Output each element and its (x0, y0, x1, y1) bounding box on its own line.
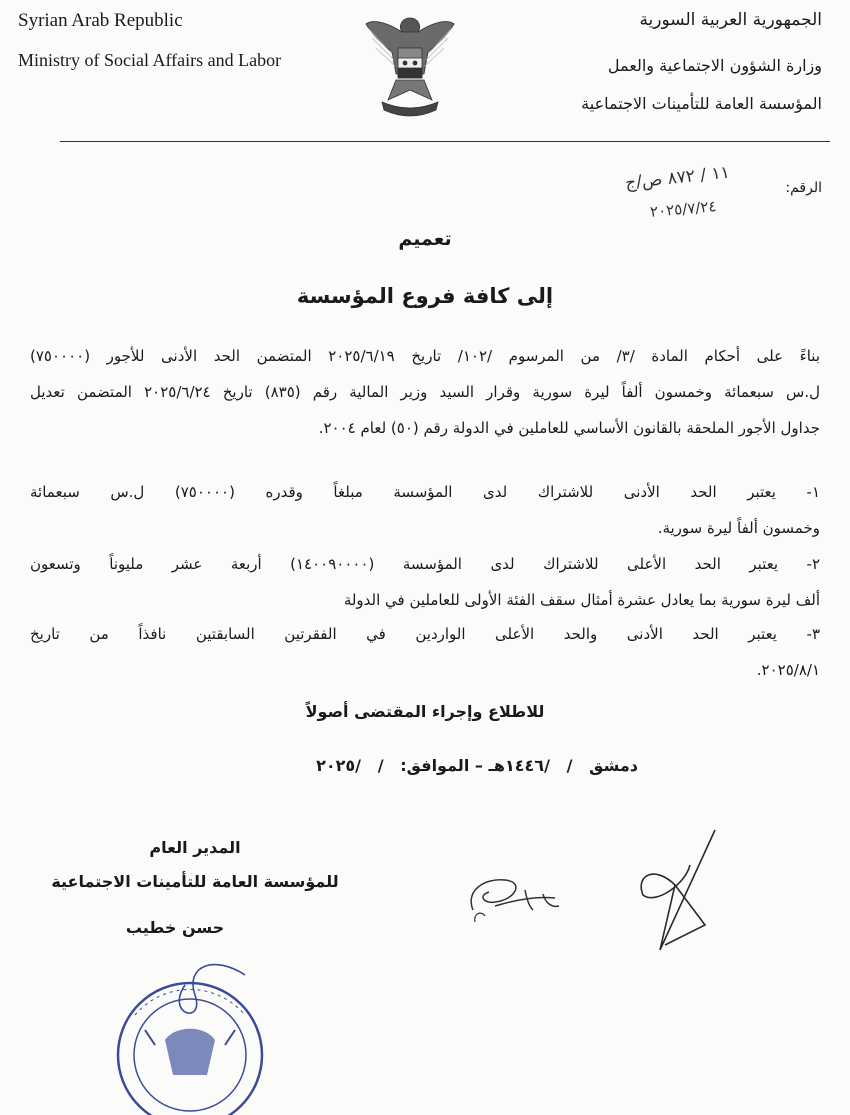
document-title: تعميم (398, 228, 452, 250)
handwritten-initials-icon (615, 825, 735, 960)
item-2 (30, 546, 820, 618)
date-line: دمشق / /١٤٤٦هـ – الموافق: / /٢٠٢٥ (316, 756, 638, 775)
intro-line: ل.س سبعمائة وخمسون ألفاً ليرة سورية وقرار السيد وزير المالية رقم (٨٣٥) تاريخ ٢٠٢٥/٦/٢٤ المتضمن تعديل (30, 383, 821, 401)
reference-label: الرقم: (785, 180, 822, 196)
handwritten-signature-icon (455, 850, 605, 940)
addressee: إلى كافة فروع المؤسسة (296, 284, 554, 308)
item-line: ٣- يعتبر الحد الأدنى والحد الأعلى الواردين في الفقرتين السابقتين نافذاً من تاريخ (30, 625, 820, 643)
reference-date-handwritten: ٢٠٢٥/٧/٢٤ (649, 197, 718, 221)
signatory-name: حسن خطيب (125, 918, 225, 937)
item-line: وخمسون ألفاً ليرة سورية. (657, 519, 820, 537)
header-divider (60, 141, 830, 142)
header-institution-ar: المؤسسة العامة للتأمينات الاجتماعية (581, 94, 822, 113)
header-country-en: Syrian Arab Republic (18, 10, 183, 31)
intro-line: جداول الأجور الملحقة بالقانون الأساسي للعاملين في الدولة رقم (٥٠) لعام ٢٠٠٤. (318, 419, 820, 437)
item-line: ٢- يعتبر الحد الأعلى للاشتراك لدى المؤسسة (١٤٠٠٩٠٠٠٠) أربعة عشر مليوناً وتسعون (30, 555, 821, 573)
item-line: ألف ليرة سورية بما يعادل عشرة أمثال سقف الفئة الأولى للعاملين في الدولة (343, 591, 820, 609)
reference-number-handwritten: ١١ / ٨٧٢ ص/ج (624, 162, 731, 194)
intro-line: بناءً على أحكام المادة /٣/ من المرسوم /١٠٢/ تاريخ ٢٠٢٥/٦/١٩ المتضمن الحد الأدنى للأجور (٧٥٠٠٠٠) (30, 347, 820, 365)
signatory-institution: للمؤسسة العامة للتأمينات الاجتماعية (51, 872, 339, 891)
header-ministry-ar: وزارة الشؤون الاجتماعية والعمل (607, 56, 822, 75)
signatory-title: المدير العام (149, 838, 241, 857)
intro-paragraph (30, 338, 820, 446)
syrian-eagle-emblem-icon (362, 4, 458, 124)
header-ministry-en: Ministry of Social Affairs and Labor (18, 50, 282, 70)
item-3 (30, 616, 820, 688)
official-stamp-icon (95, 945, 285, 1115)
item-line: ٢٠٢٥/٨/١. (756, 661, 820, 679)
header-country-ar: الجمهورية العربية السورية (639, 10, 822, 30)
item-line: ١- يعتبر الحد الأدنى للاشتراك لدى المؤسسة مبلغاً وقدره (٧٥٠٠٠٠) ل.س سبعمائة (30, 483, 820, 501)
closing-note: للاطلاع وإجراء المقتضى أصولاً (305, 702, 545, 721)
item-1 (30, 474, 820, 546)
